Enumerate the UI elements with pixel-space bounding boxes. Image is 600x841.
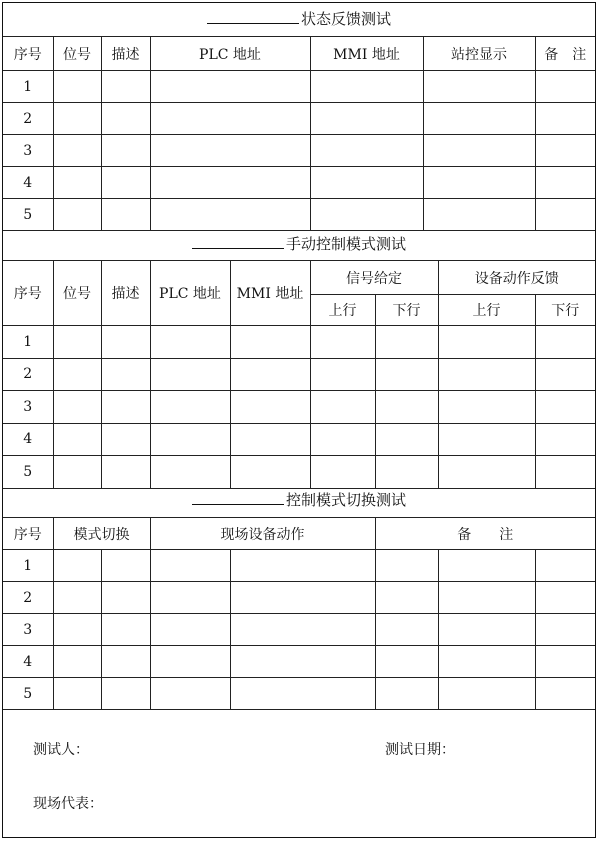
empty-cell (423, 199, 535, 231)
empty-cell (53, 646, 101, 678)
empty-cell (101, 135, 150, 167)
header-cell: 现场设备动作 (150, 518, 375, 550)
section1-title (3, 9, 595, 29)
table-row (3, 326, 595, 359)
empty-cell (535, 103, 595, 135)
empty-cell (53, 456, 101, 489)
empty-cell (438, 550, 535, 582)
empty-cell (53, 103, 101, 135)
empty-cell (535, 614, 595, 646)
empty-cell (101, 678, 150, 710)
empty-cell (230, 423, 310, 456)
table-row (3, 550, 595, 582)
empty-cell (438, 678, 535, 710)
empty-cell (423, 71, 535, 103)
tester-label: 测试人： (33, 742, 89, 758)
empty-cell (150, 71, 310, 103)
empty-cell (150, 135, 310, 167)
empty-cell (375, 614, 438, 646)
empty-cell (230, 391, 310, 424)
empty-cell (53, 678, 101, 710)
row-number: 2 (3, 358, 53, 391)
section1-title-blank (207, 9, 299, 24)
header-cell: 备 注 (535, 37, 595, 71)
empty-cell (101, 358, 150, 391)
empty-cell (150, 326, 230, 359)
empty-cell (535, 391, 595, 424)
empty-cell (150, 550, 230, 582)
empty-cell (535, 326, 595, 359)
empty-cell (150, 391, 230, 424)
empty-cell (230, 550, 375, 582)
row-number: 4 (3, 646, 53, 678)
empty-cell (310, 456, 375, 489)
empty-cell (310, 135, 423, 167)
header-cell: 描述 (101, 37, 150, 71)
header-cell: 站控显示 (423, 37, 535, 71)
section2-title-text: 手动控制模式测试 (285, 235, 406, 253)
empty-cell (150, 678, 230, 710)
empty-cell (101, 199, 150, 231)
header-group-signal: 信号给定 (310, 261, 438, 295)
table-header-row (3, 37, 595, 71)
table-row (3, 167, 595, 199)
site-rep-label: 现场代表： (33, 796, 103, 812)
row-number: 3 (3, 391, 53, 424)
section2-title-blank (192, 234, 284, 249)
empty-cell (423, 103, 535, 135)
empty-cell (101, 71, 150, 103)
empty-cell (101, 391, 150, 424)
empty-cell (150, 614, 230, 646)
empty-cell (535, 550, 595, 582)
table-row (3, 423, 595, 456)
empty-cell (53, 391, 101, 424)
empty-cell (535, 167, 595, 199)
empty-cell (375, 646, 438, 678)
section3-title-text: 控制模式切换测试 (285, 491, 406, 509)
empty-cell (53, 135, 101, 167)
empty-cell (438, 646, 535, 678)
manual-control-table (3, 260, 595, 489)
row-number: 2 (3, 582, 53, 614)
empty-cell (53, 614, 101, 646)
header-cell: 序号 (3, 261, 53, 326)
empty-cell (53, 550, 101, 582)
empty-cell (150, 103, 310, 135)
empty-cell (535, 423, 595, 456)
empty-cell (101, 326, 150, 359)
empty-cell (101, 582, 150, 614)
header-cell: 上行 (310, 295, 375, 326)
test-date-label: 测试日期： (385, 742, 455, 758)
empty-cell (535, 71, 595, 103)
empty-cell (375, 391, 438, 424)
empty-cell (150, 358, 230, 391)
empty-cell (310, 103, 423, 135)
table-row (3, 646, 595, 678)
empty-cell (230, 326, 310, 359)
empty-cell (375, 423, 438, 456)
header-cell: 序号 (3, 518, 53, 550)
empty-cell (438, 456, 535, 489)
empty-cell (535, 678, 595, 710)
empty-cell (438, 423, 535, 456)
table-row (3, 678, 595, 710)
header-cell: 模式切换 (53, 518, 150, 550)
empty-cell (53, 167, 101, 199)
empty-cell (375, 358, 438, 391)
empty-cell (310, 326, 375, 359)
empty-cell (310, 199, 423, 231)
table-row (3, 103, 595, 135)
header-cell: 上行 (438, 295, 535, 326)
empty-cell (53, 326, 101, 359)
empty-cell (150, 199, 310, 231)
empty-cell (535, 646, 595, 678)
header-cell: 序号 (3, 37, 53, 71)
empty-cell (375, 582, 438, 614)
table-row (3, 614, 595, 646)
header-cell: 下行 (535, 295, 595, 326)
section1-title-text: 状态反馈测试 (300, 10, 391, 28)
table-row (3, 391, 595, 424)
row-number: 3 (3, 135, 53, 167)
table-row (3, 456, 595, 489)
table-row (3, 71, 595, 103)
section3-title-blank (192, 490, 284, 505)
empty-cell (101, 550, 150, 582)
empty-cell (150, 423, 230, 456)
mode-switch-table (3, 517, 595, 710)
empty-cell (101, 614, 150, 646)
empty-cell (150, 646, 230, 678)
empty-cell (53, 71, 101, 103)
row-number: 3 (3, 614, 53, 646)
table-row (3, 582, 595, 614)
empty-cell (230, 614, 375, 646)
row-number: 4 (3, 167, 53, 199)
empty-cell (101, 103, 150, 135)
header-cell: 备 注 (375, 518, 595, 550)
header-cell: MMI 地址 (310, 37, 423, 71)
header-cell: 描述 (101, 261, 150, 326)
empty-cell (101, 646, 150, 678)
row-number: 5 (3, 199, 53, 231)
header-cell: 位号 (53, 37, 101, 71)
table-row (3, 358, 595, 391)
empty-cell (535, 135, 595, 167)
table-row (3, 199, 595, 231)
empty-cell (310, 358, 375, 391)
row-number: 4 (3, 423, 53, 456)
table-row (3, 135, 595, 167)
empty-cell (53, 199, 101, 231)
empty-cell (375, 326, 438, 359)
empty-cell (438, 582, 535, 614)
row-number: 5 (3, 456, 53, 489)
empty-cell (535, 358, 595, 391)
status-feedback-table (3, 36, 595, 231)
empty-cell (310, 391, 375, 424)
empty-cell (438, 614, 535, 646)
empty-cell (535, 199, 595, 231)
table-header-row (3, 518, 595, 550)
header-cell: PLC 地址 (150, 37, 310, 71)
header-cell: 位号 (53, 261, 101, 326)
section2-title (3, 234, 595, 254)
row-number: 1 (3, 326, 53, 359)
row-number: 1 (3, 550, 53, 582)
empty-cell (535, 456, 595, 489)
empty-cell (310, 423, 375, 456)
header-group-feedback: 设备动作反馈 (438, 261, 595, 295)
empty-cell (101, 456, 150, 489)
empty-cell (53, 582, 101, 614)
empty-cell (438, 326, 535, 359)
empty-cell (423, 167, 535, 199)
test-record-form (2, 2, 596, 838)
empty-cell (310, 167, 423, 199)
empty-cell (230, 582, 375, 614)
empty-cell (423, 135, 535, 167)
empty-cell (150, 582, 230, 614)
empty-cell (230, 456, 310, 489)
row-number: 5 (3, 678, 53, 710)
empty-cell (230, 646, 375, 678)
empty-cell (375, 678, 438, 710)
header-cell: MMI 地址 (230, 261, 310, 326)
header-cell: PLC 地址 (150, 261, 230, 326)
empty-cell (101, 423, 150, 456)
empty-cell (53, 358, 101, 391)
row-number: 1 (3, 71, 53, 103)
row-number: 2 (3, 103, 53, 135)
empty-cell (375, 550, 438, 582)
empty-cell (150, 167, 310, 199)
empty-cell (101, 167, 150, 199)
empty-cell (438, 358, 535, 391)
empty-cell (438, 391, 535, 424)
header-cell: 下行 (375, 295, 438, 326)
empty-cell (375, 456, 438, 489)
empty-cell (53, 423, 101, 456)
empty-cell (230, 358, 310, 391)
section3-title (3, 490, 595, 510)
empty-cell (535, 582, 595, 614)
empty-cell (230, 678, 375, 710)
table-header-row (3, 261, 595, 295)
empty-cell (150, 456, 230, 489)
empty-cell (310, 71, 423, 103)
